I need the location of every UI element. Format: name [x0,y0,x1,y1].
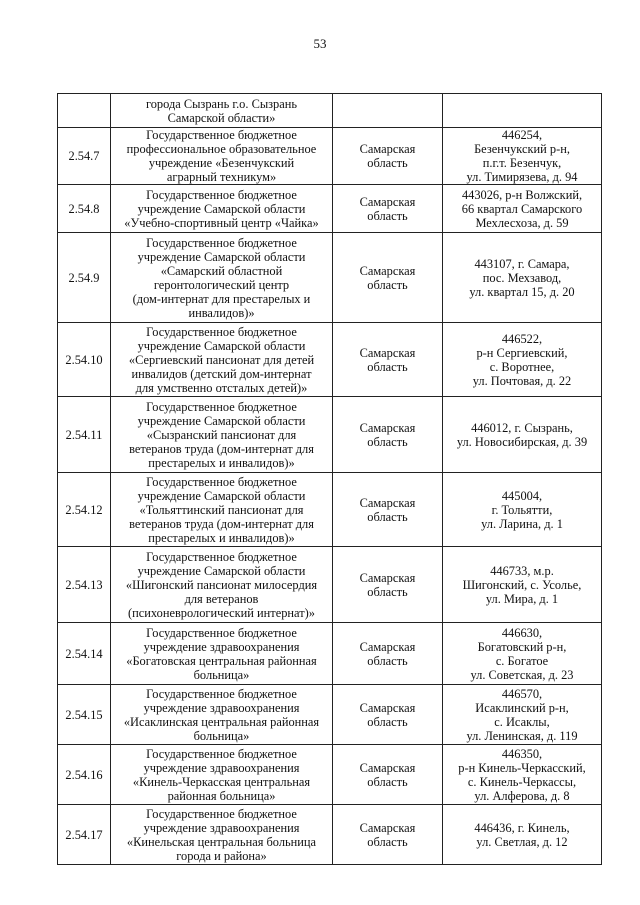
address-cell: 446254, Безенчукский р-н, п.г.т. Безенчук, ул. Тимирязева, д. 94 [443,128,602,185]
table-row [58,128,602,185]
address-cell: 445004, г. Тольятти, ул. Ларина, д. 1 [443,473,602,547]
region-cell: Самарская область [333,685,443,745]
row-number-cell: 2.54.11 [58,397,111,473]
organization-name-cell: Государственное бюджетное учреждение Самарской области «Тольяттинский пансионат для ветеранов труда (дом-интернат для престарелых и инвалидов)» [111,473,333,547]
organization-name-cell: Государственное бюджетное учреждение здравоохранения «Исаклинская центральная районная больница» [111,685,333,745]
region-cell: Самарская область [333,185,443,233]
region-cell: Самарская область [333,547,443,623]
region-cell: Самарская область [333,128,443,185]
table-row [58,473,602,547]
row-number-cell: 2.54.12 [58,473,111,547]
organization-name-cell: Государственное бюджетное учреждение здравоохранения «Кинельская центральная больница города и района» [111,805,333,865]
address-cell: 446522, р-н Сергиевский, с. Воротнее, ул. Почтовая, д. 22 [443,323,602,397]
table-row [58,323,602,397]
row-number-cell: 2.54.17 [58,805,111,865]
table-row [58,805,602,865]
table-row [58,745,602,805]
address-cell: 446012, г. Сызрань, ул. Новосибирская, д. 39 [443,397,602,473]
row-number-cell: 2.54.14 [58,623,111,685]
address-cell: 446570, Исаклинский р-н, с. Исаклы, ул. Ленинская, д. 119 [443,685,602,745]
organization-name-cell: Государственное бюджетное учреждение Самарской области «Самарский областной геронтологический центр (дом-интернат для престарелых и инвалидов)» [111,233,333,323]
row-number-cell: 2.54.7 [58,128,111,185]
region-cell: Самарская область [333,397,443,473]
region-cell [333,94,443,128]
address-cell [443,94,602,128]
table-row [58,547,602,623]
region-cell: Самарская область [333,233,443,323]
organization-name-cell: города Сызрань г.о. Сызрань Самарской области» [111,94,333,128]
organization-name-cell: Государственное бюджетное учреждение Самарской области «Сызранский пансионат для ветеранов труда (дом-интернат для престарелых и инвалидов)» [111,397,333,473]
organization-name-cell: Государственное бюджетное учреждение Самарской области «Учебно-спортивный центр «Чайка» [111,185,333,233]
address-cell: 446350, р-н Кинель-Черкасский, с. Кинель-Черкассы, ул. Алферова, д. 8 [443,745,602,805]
row-number-cell [58,94,111,128]
table-row [58,685,602,745]
region-cell: Самарская область [333,323,443,397]
organization-name-cell: Государственное бюджетное учреждение здравоохранения «Богатовская центральная районная больница» [111,623,333,685]
table-row [58,397,602,473]
table-row [58,233,602,323]
row-number-cell: 2.54.13 [58,547,111,623]
organization-name-cell: Государственное бюджетное учреждение здравоохранения «Кинель-Черкасская центральная районная больница» [111,745,333,805]
table-row [58,94,602,128]
region-cell: Самарская область [333,623,443,685]
region-cell: Самарская область [333,473,443,547]
organization-name-cell: Государственное бюджетное учреждение Самарской области «Шигонский пансионат милосердия для ветеранов (психоневрологический интернат)» [111,547,333,623]
table-body [58,94,602,865]
address-cell: 446630, Богатовский р-н, с. Богатое ул. Советская, д. 23 [443,623,602,685]
table-row [58,623,602,685]
region-cell: Самарская область [333,745,443,805]
organization-name-cell: Государственное бюджетное учреждение Самарской области «Сергиевский пансионат для детей инвалидов (детский дом-интернат для умственно отсталых детей)» [111,323,333,397]
address-cell: 443107, г. Самара, пос. Мехзавод, ул. квартал 15, д. 20 [443,233,602,323]
region-cell: Самарская область [333,805,443,865]
row-number-cell: 2.54.16 [58,745,111,805]
address-cell: 446436, г. Кинель, ул. Светлая, д. 12 [443,805,602,865]
organization-name-cell: Государственное бюджетное профессиональное образовательное учреждение «Безенчукский аграрный техникум» [111,128,333,185]
registry-table [57,93,602,865]
row-number-cell: 2.54.15 [58,685,111,745]
row-number-cell: 2.54.10 [58,323,111,397]
page-number: 53 [313,36,327,51]
table-row [58,185,602,233]
address-cell: 443026, р-н Волжский, 66 квартал Самарского Мехлесхоза, д. 59 [443,185,602,233]
row-number-cell: 2.54.9 [58,233,111,323]
row-number-cell: 2.54.8 [58,185,111,233]
address-cell: 446733, м.р. Шигонский, с. Усолье, ул. Мира, д. 1 [443,547,602,623]
